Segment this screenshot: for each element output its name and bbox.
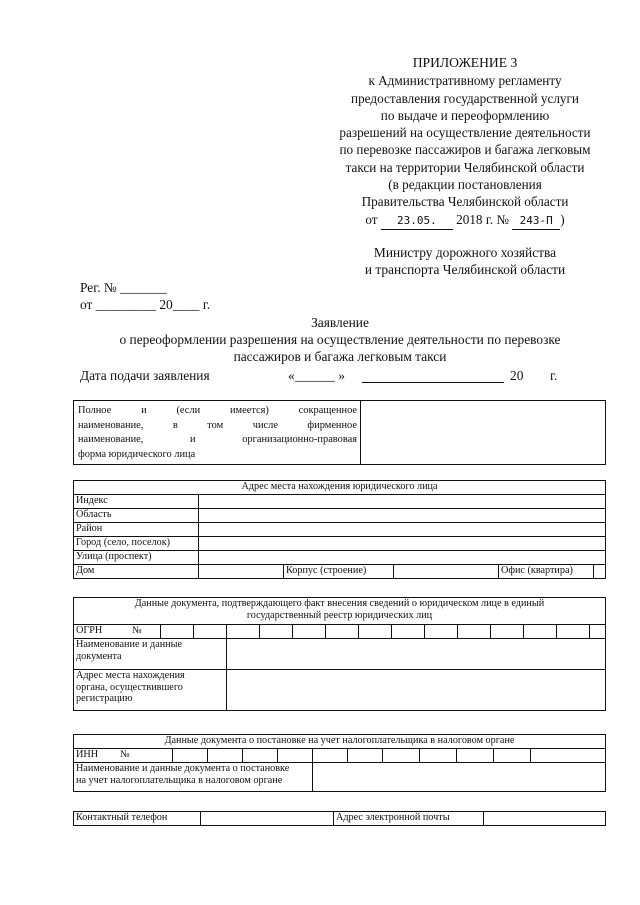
addressee-line: и транспорта Челябинской области — [364, 262, 566, 278]
contacts-table — [73, 811, 606, 826]
office-label: Офис (квартира) — [499, 565, 594, 579]
header-line: (в редакции постановления — [388, 177, 542, 193]
statement-subtitle: о переоформлении разрешения на осуществление деятельности по перевозке — [119, 332, 561, 347]
submission-day[interactable]: «______ » — [288, 368, 345, 383]
registration-heading-line: государственный реестр юридических лиц — [246, 609, 433, 621]
registration-table — [73, 597, 606, 711]
ogrn-digit[interactable] — [326, 625, 359, 639]
email-input[interactable] — [484, 812, 606, 826]
ogrn-digit[interactable] — [524, 625, 557, 639]
resolution-date: 23.05. — [381, 212, 453, 230]
org-name-label-line: наименование, в том числе фирменное — [78, 419, 357, 431]
address-row-label: Улица (проспект) — [74, 551, 199, 565]
ogrn-digit[interactable] — [491, 625, 524, 639]
submission-date-label: Дата подачи заявления — [80, 368, 210, 383]
header-line: разрешений на осуществление деятельности — [339, 125, 591, 141]
phone-input[interactable] — [201, 812, 334, 826]
house-input[interactable] — [199, 565, 284, 579]
date-prefix: от — [365, 211, 378, 227]
ogrn-digit[interactable] — [425, 625, 458, 639]
submission-year: 20 — [510, 368, 524, 383]
org-name-label-line: наименование, и организационно-правовая — [78, 434, 357, 445]
ogrn-digit[interactable] — [392, 625, 425, 639]
registration-heading-line: Данные документа, подтверждающего факт внесения сведений о юридическом лице в единый — [134, 598, 545, 609]
ogrn-digit[interactable] — [293, 625, 326, 639]
inn-num-sign: № — [118, 749, 173, 763]
ogrn-digit[interactable] — [557, 625, 590, 639]
city-input[interactable] — [199, 537, 606, 551]
header-line: предоставления государственной услуги — [351, 90, 579, 106]
addressee — [300, 244, 630, 279]
address-row-label: Район — [74, 523, 199, 537]
tax-heading: Данные документа о постановке на учет налогоплательщика в налоговом органе — [74, 735, 606, 749]
ogrn-digit[interactable] — [590, 625, 606, 639]
year-text: 2018 г. № — [456, 211, 509, 227]
inn-label: ИНН — [74, 749, 119, 763]
reg-number: Рег. № _______ — [80, 280, 167, 295]
header-line: Правительства Челябинской области — [361, 194, 569, 210]
ogrn-digit[interactable] — [458, 625, 491, 639]
ogrn-digit[interactable] — [359, 625, 392, 639]
org-name-label-line: Полное и (если имеется) сокращенное — [78, 405, 357, 416]
org-name-value[interactable] — [361, 401, 606, 465]
reg-doc-label-line: Наименование и данные — [76, 639, 182, 650]
tax-doc-input[interactable] — [313, 763, 606, 792]
inn-digit[interactable] — [420, 749, 457, 763]
resolution-number: 243-П — [512, 212, 560, 230]
header-line: такси на территории Челябинской области — [345, 159, 585, 175]
inn-digit[interactable] — [173, 749, 208, 763]
inn-digit[interactable] — [313, 749, 348, 763]
org-name-table — [73, 400, 606, 465]
header-line: по перевозке пассажиров и багажа легковым — [339, 142, 591, 158]
resolution-date-line — [300, 211, 630, 230]
address-row-label: Индекс — [74, 495, 199, 509]
reg-org-label-line: Адрес места нахождения — [76, 670, 185, 681]
inn-digit[interactable] — [208, 749, 243, 763]
index-input[interactable] — [199, 495, 606, 509]
header-line: по выдаче и переоформлению — [380, 107, 550, 123]
inn-digit[interactable] — [531, 749, 606, 763]
ogrn-digit[interactable] — [161, 625, 194, 639]
inn-digit[interactable] — [243, 749, 278, 763]
building-input[interactable] — [394, 565, 499, 579]
addressee-line: Министру дорожного хозяйства — [373, 245, 557, 260]
reg-org-label-line: регистрацию — [76, 693, 133, 704]
district-input[interactable] — [199, 523, 606, 537]
ogrn-digit[interactable] — [227, 625, 260, 639]
address-heading: Адрес места нахождения юридического лица — [74, 481, 606, 495]
inn-digit[interactable] — [278, 749, 313, 763]
reg-org-label-line: органа, осуществившего — [76, 681, 183, 693]
reg-doc-input[interactable] — [227, 639, 606, 670]
inn-digit[interactable] — [457, 749, 494, 763]
org-name-label-line: форма юридического лица — [78, 448, 196, 460]
address-row-label: Область — [74, 509, 199, 523]
tax-doc-label-line: на учет налогоплательщика в налоговом органе — [76, 774, 283, 786]
tax-doc-label-line: Наименование и данные документа о постановке — [76, 763, 290, 774]
reg-doc-label — [74, 639, 227, 670]
inn-digit[interactable] — [348, 749, 383, 763]
registration-heading — [74, 598, 606, 625]
submission-suffix: г. — [550, 368, 558, 383]
address-row-label: Город (село, поселок) — [74, 537, 199, 551]
tax-doc-label — [74, 763, 313, 792]
ogrn-label: ОГРН — [74, 625, 131, 639]
phone-label: Контактный телефон — [74, 812, 201, 826]
reg-org-input[interactable] — [227, 670, 606, 711]
tax-table — [73, 734, 606, 792]
inn-digit[interactable] — [494, 749, 531, 763]
ogrn-num-sign: № — [130, 625, 161, 639]
region-input[interactable] — [199, 509, 606, 523]
org-name-label — [74, 401, 361, 465]
street-input[interactable] — [199, 551, 606, 565]
reg-doc-label-line: документа — [76, 650, 122, 662]
email-label: Адрес электронной почты — [334, 812, 484, 826]
building-label: Корпус (строение) — [284, 565, 394, 579]
office-input[interactable] — [594, 565, 606, 579]
ogrn-digit[interactable] — [260, 625, 293, 639]
submission-month-line[interactable] — [362, 382, 504, 383]
house-label: Дом — [74, 565, 199, 579]
close-paren: ) — [560, 211, 565, 227]
appendix-title: ПРИЛОЖЕНИЕ 3 — [412, 55, 518, 70]
inn-digit[interactable] — [383, 749, 420, 763]
appendix-header — [300, 54, 630, 230]
statement-title: Заявление — [311, 315, 369, 330]
reg-date: от _________ 20____ г. — [80, 297, 211, 312]
statement-subtitle: пассажиров и багажа легковым такси — [233, 349, 447, 364]
header-line: к Административному регламенту — [368, 73, 562, 89]
address-table — [73, 480, 606, 579]
reg-org-label — [74, 670, 227, 711]
ogrn-digit[interactable] — [194, 625, 227, 639]
